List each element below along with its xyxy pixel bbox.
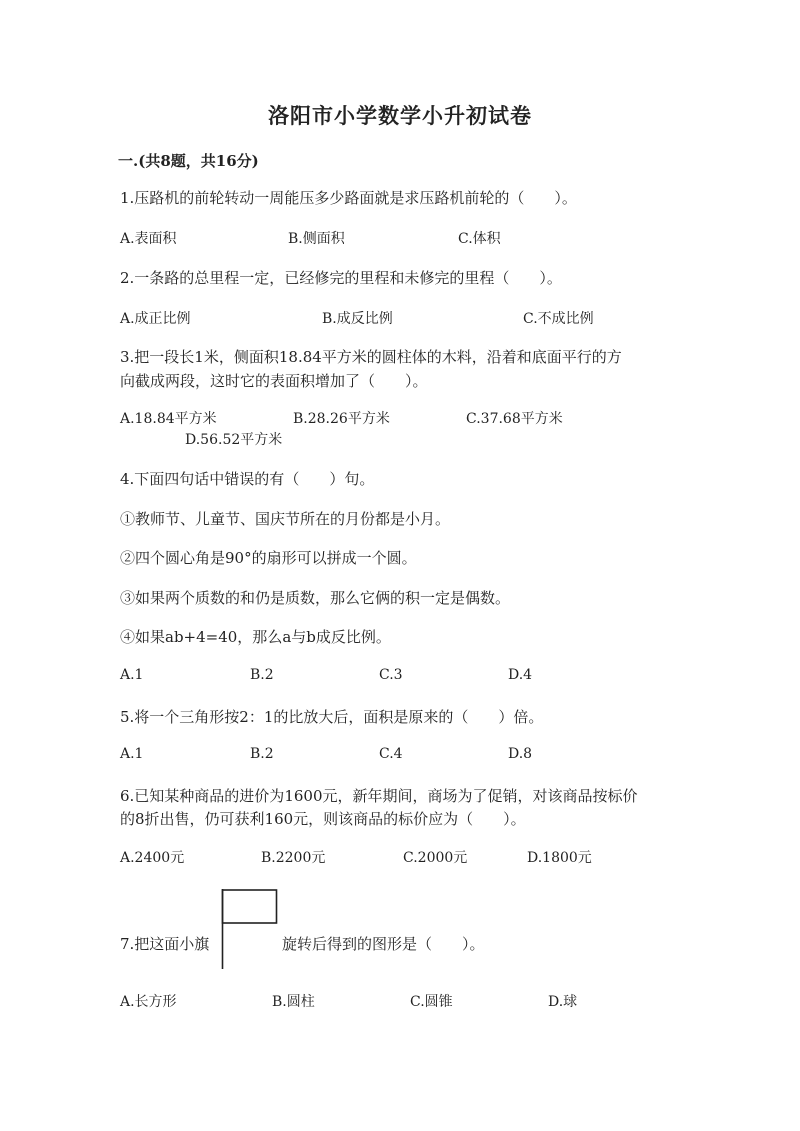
question-6-line-2: 的8折出售，仍可获利160元，则该商品的标价应为（ ）。 xyxy=(120,810,526,828)
question-4-text: 4.下面四句话中错误的有（ ）句。 xyxy=(120,470,375,488)
q1-option-a[interactable]: A.表面积 xyxy=(120,231,177,247)
q3-option-c[interactable]: C.37.68平方米 xyxy=(466,411,563,427)
question-7-text-after: 旋转后得到的图形是（ ）。 xyxy=(282,935,485,953)
q5-option-b[interactable]: B.2 xyxy=(250,746,274,762)
page-title: 洛阳市小学数学小升初试卷 xyxy=(268,103,532,128)
q4-statement-4: ④如果ab+4=40，那么a与b成反比例。 xyxy=(120,628,391,646)
q3-option-a[interactable]: A.18.84平方米 xyxy=(120,411,217,427)
q6-option-c[interactable]: C.2000元 xyxy=(403,850,468,866)
q7-option-b[interactable]: B.圆柱 xyxy=(272,994,315,1010)
q4-statement-1: ①教师节、儿童节、国庆节所在的月份都是小月。 xyxy=(120,510,451,528)
q4-option-d[interactable]: D.4 xyxy=(508,667,533,683)
q7-option-d[interactable]: D.球 xyxy=(548,994,578,1010)
flag-figure xyxy=(221,889,278,969)
q4-option-a[interactable]: A.1 xyxy=(120,667,144,683)
q4-statement-2: ②四个圆心角是90°的扇形可以拼成一个圆。 xyxy=(120,549,417,567)
q4-option-c[interactable]: C.3 xyxy=(379,667,403,683)
q5-option-a[interactable]: A.1 xyxy=(120,746,144,762)
q6-option-b[interactable]: B.2200元 xyxy=(261,850,326,866)
question-1-text: 1.压路机的前轮转动一周能压多少路面就是求压路机前轮的（ ）。 xyxy=(120,189,577,207)
q2-option-a[interactable]: A.成正比例 xyxy=(120,311,191,327)
q2-option-c[interactable]: C.不成比例 xyxy=(523,311,594,327)
question-3-line-2: 向截成两段，这时它的表面积增加了（ ）。 xyxy=(120,372,428,390)
q7-option-c[interactable]: C.圆锥 xyxy=(410,994,453,1010)
q1-option-c[interactable]: C.体积 xyxy=(458,231,501,247)
q3-option-b[interactable]: B.28.26平方米 xyxy=(293,411,390,427)
question-6-line-1: 6.已知某种商品的进价为1600元，新年期间，商场为了促销，对该商品按标价 xyxy=(120,787,638,805)
q6-option-d[interactable]: D.1800元 xyxy=(527,850,592,866)
q7-option-a[interactable]: A.长方形 xyxy=(120,994,177,1010)
question-3-line-1: 3.把一段长1米，侧面积18.84平方米的圆柱体的木料，沿着和底面平行的方 xyxy=(120,348,622,366)
question-2-text: 2.一条路的总里程一定，已经修完的里程和未修完的里程（ ）。 xyxy=(120,269,562,287)
q5-option-c[interactable]: C.4 xyxy=(379,746,403,762)
section-heading: 一.(共8题，共16分) xyxy=(118,152,259,170)
question-7-text-before: 7.把这面小旗 xyxy=(120,935,210,953)
question-5-text: 5.将一个三角形按2：1的比放大后，面积是原来的（ ）倍。 xyxy=(120,708,544,726)
q6-option-a[interactable]: A.2400元 xyxy=(120,850,185,866)
q4-option-b[interactable]: B.2 xyxy=(250,667,274,683)
q3-option-d[interactable]: D.56.52平方米 xyxy=(185,432,283,448)
q1-option-b[interactable]: B.侧面积 xyxy=(288,231,345,247)
q4-statement-3: ③如果两个质数的和仍是质数，那么它俩的积一定是偶数。 xyxy=(120,589,511,607)
q2-option-b[interactable]: B.成反比例 xyxy=(322,311,393,327)
q5-option-d[interactable]: D.8 xyxy=(508,746,533,762)
